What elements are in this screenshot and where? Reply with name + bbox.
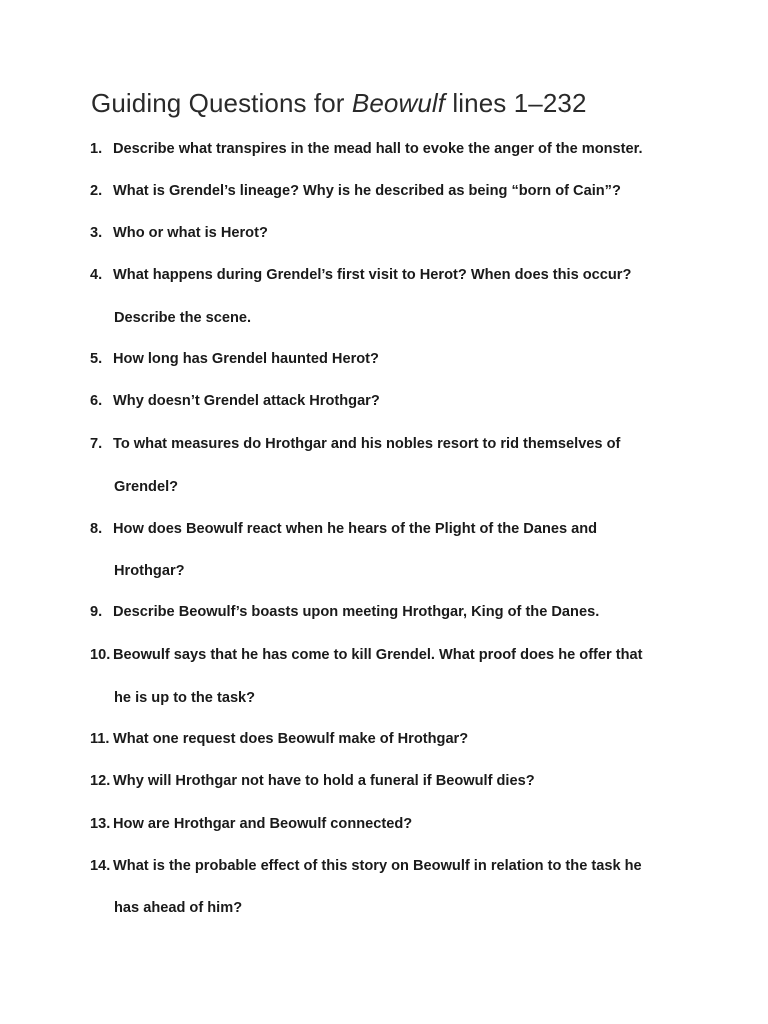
question-text: How does Beowulf react when he hears of the Plight of the Danes and <box>113 521 598 537</box>
question-text: Describe Beowulf’s boasts upon meeting Hrothgar, King of the Danes. <box>113 604 600 620</box>
question-number: 6. <box>90 393 103 409</box>
question-text: Hrothgar? <box>114 563 185 579</box>
question-text: he is up to the task? <box>114 690 256 706</box>
question-number: 13. <box>90 816 111 832</box>
question-number: 12. <box>90 773 111 789</box>
question-text: To what measures do Hrothgar and his nobles resort to rid themselves of <box>113 436 621 452</box>
question-text: Describe what transpires in the mead hall to evoke the anger of the monster. <box>113 141 643 157</box>
question-text: Beowulf says that he has come to kill Grendel. What proof does he offer that <box>113 647 643 663</box>
question-text: How long has Grendel haunted Herot? <box>113 351 379 367</box>
question-number: 5. <box>90 351 103 367</box>
question-number: 8. <box>90 521 103 537</box>
question-text: What is the probable effect of this story on Beowulf in relation to the task he <box>113 858 642 874</box>
question-text: Why will Hrothgar not have to hold a funeral if Beowulf dies? <box>113 773 535 789</box>
question-text: Grendel? <box>114 479 179 495</box>
question-number: 1. <box>90 141 103 157</box>
title-italic: Beowulf <box>351 88 446 118</box>
question-text: Describe the scene. <box>114 310 252 326</box>
question-text: What one request does Beowulf make of Hrothgar? <box>113 731 469 747</box>
question-text: What happens during Grendel’s first visit to Herot? When does this occur? <box>113 267 632 283</box>
question-number: 11. <box>90 731 110 747</box>
question-number: 7. <box>90 436 103 452</box>
question-number: 10. <box>90 647 111 663</box>
question-number: 3. <box>90 225 103 241</box>
question-text: Who or what is Herot? <box>113 225 268 241</box>
title-suffix: lines 1–232 <box>445 88 587 118</box>
question-text: has ahead of him? <box>114 900 243 916</box>
question-number: 9. <box>90 604 103 620</box>
title-prefix: Guiding Questions for <box>91 88 352 118</box>
page-title <box>91 88 587 119</box>
question-number: 14. <box>90 858 111 874</box>
question-number: 2. <box>90 183 103 199</box>
question-text: How are Hrothgar and Beowulf connected? <box>113 816 413 832</box>
question-text: Why doesn’t Grendel attack Hrothgar? <box>113 393 380 409</box>
question-number: 4. <box>90 267 103 283</box>
question-text: What is Grendel’s lineage? Why is he described as being “born of Cain”? <box>113 183 621 199</box>
